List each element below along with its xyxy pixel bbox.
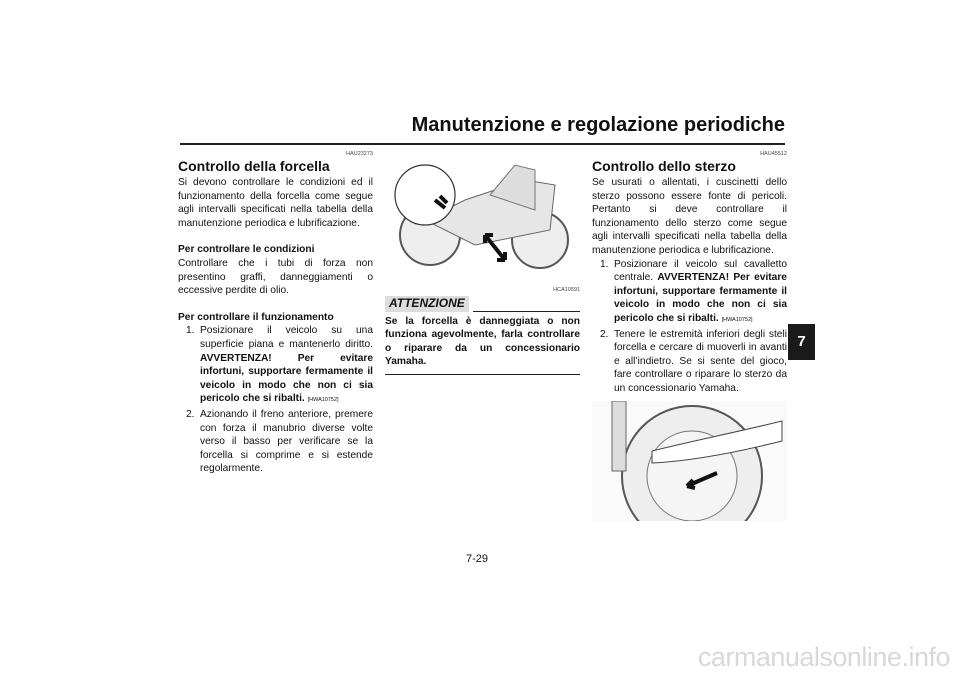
step-text: Posizionare il veicolo sul cavalletto centrale. <box>614 258 787 284</box>
motorcycle-fork-illustration <box>385 150 580 280</box>
condition-text: Controllare che i tubi di forza non presentino graffi, danneggiamenti o eccessive perdite di olio. <box>178 257 373 297</box>
page-number: 7-29 <box>466 553 489 565</box>
step-item <box>178 324 373 408</box>
page-header-title: Manutenzione e regolazione periodiche <box>411 114 785 136</box>
section-title: Controllo della forcella <box>178 158 330 174</box>
watermark: carmanualsonline.info <box>697 642 950 672</box>
header-rule <box>180 143 785 145</box>
step-text: Posizionare il veicolo su una superficie piana e mantenerlo diritto. <box>200 325 373 350</box>
step-text: Azionando il freno anteriore, premere con forza il manubrio diverse volte verso il basso per verificare se la forcella si comprime e si estende regolarmente. <box>200 408 373 475</box>
step-number: 1. <box>600 258 609 270</box>
step-text: Tenere le estremità inferiori degli steli forcella e cercare di muoverli in avanti e all’indietro. Se si sente del gioco, fare controllare o riparare lo sterzo da un concessionario Yamaha. <box>614 328 787 394</box>
warning-code: [HWA10752] <box>721 316 753 323</box>
step-item <box>592 258 787 328</box>
step-number: 2. <box>600 328 609 340</box>
step-number: 1. <box>186 325 195 337</box>
column-fork-check <box>178 150 373 476</box>
section-title: Controllo dello sterzo <box>592 158 736 174</box>
warning-text: AVVERTENZA! Per evitare infortuni, supportare fermamente il veicolo in modo che non ci sia pericolo che si ribalti. <box>200 352 373 405</box>
section-code: HAU23273 <box>346 151 373 157</box>
warning-text: AVVERTENZA! Per evitare infortuni, supportare fermamente il veicolo in modo che non ci sia pericolo che si ribalti. <box>614 272 787 324</box>
step-item <box>178 408 373 476</box>
section-code: HAU45512 <box>760 151 787 157</box>
column-illustration <box>385 150 580 375</box>
attention-label: ATTENZIONE <box>385 296 469 312</box>
subheading-condition: Per controllare le condizioni <box>178 244 315 256</box>
intro-text: Se usurati o allentati, i cuscinetti dello sterzo possono essere fonte di pericoli. Pertanto si deve controllare il funzionamento dello sterzo come segue agli intervalli specificati nella tabella della manutenzione periodica e lubrificazione. <box>592 177 787 256</box>
column-steering-check <box>592 150 787 521</box>
front-wheel-illustration <box>592 401 787 521</box>
subheading-operation: Per controllare il funzionamento <box>178 311 334 323</box>
step-item <box>592 328 787 396</box>
attention-text: Se la forcella è danneggiata o non funziona agevolmente, farla controllare o riparare da un concessionario Yamaha. <box>385 315 580 375</box>
step-number: 2. <box>186 408 195 420</box>
intro-text: Si devono controllare le condizioni ed il funzionamento della forcella come segue agli intervalli specificati nella tabella della manutenzione periodica e lubrificazione. <box>178 177 373 229</box>
chapter-tab: 7 <box>788 324 815 360</box>
caution-code: HCA10591 <box>553 287 580 293</box>
warning-code: [HWA10752] <box>307 397 339 404</box>
attention-header <box>385 296 580 312</box>
